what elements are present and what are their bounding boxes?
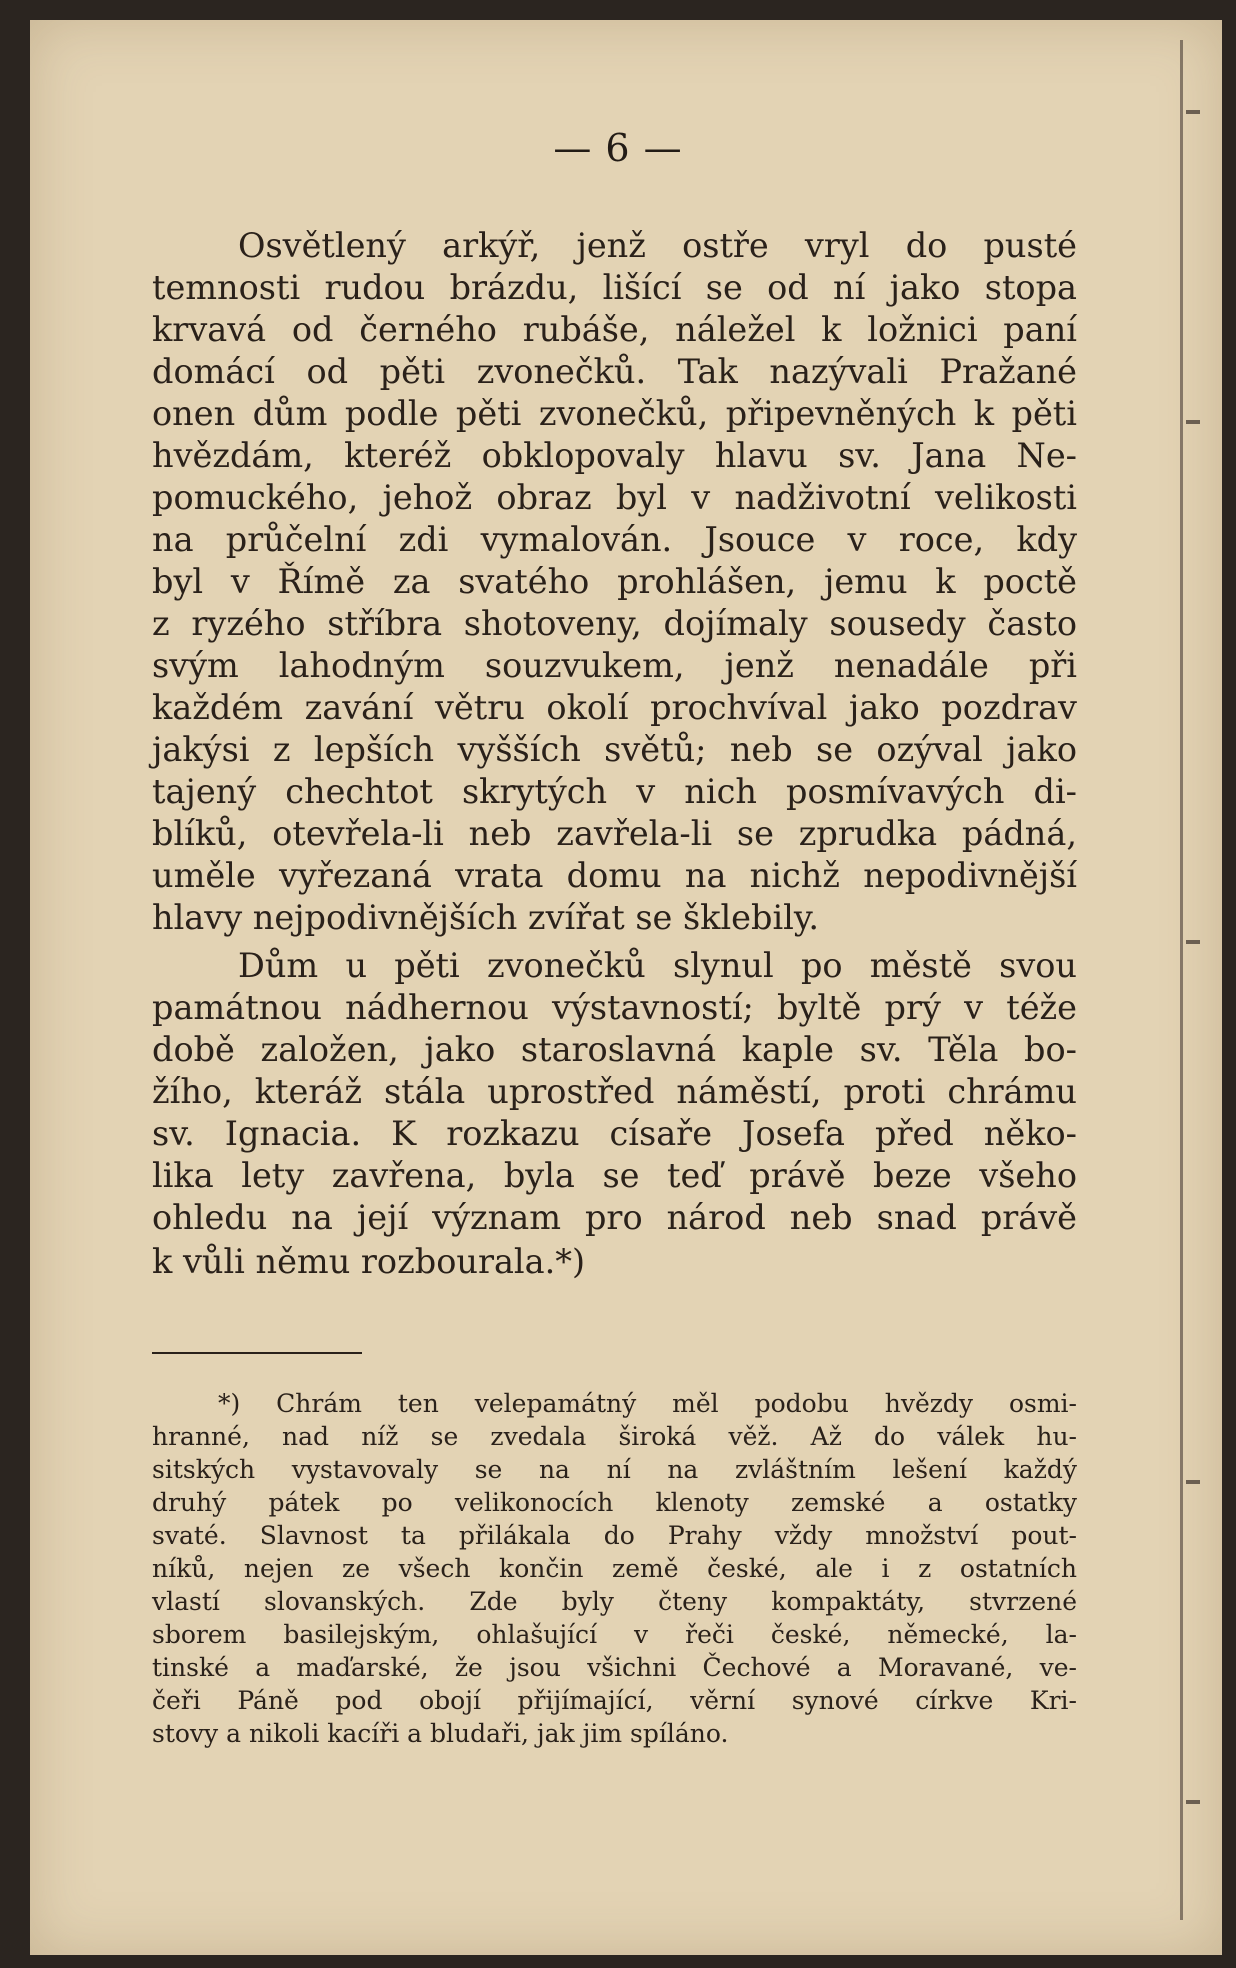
body-line: tajený chechtot skrytých v nich posmívavých di-	[152, 772, 1077, 811]
body-line: památnou nádhernou výstavností; byltě prý v téže	[152, 988, 1077, 1027]
body-line: každém zavání větru okolí prochvíval jako pozdrav	[152, 688, 1077, 727]
body-line: krvavá od černého rubáše, náležel k ložnici paní	[152, 310, 1077, 349]
body-line: na průčelní zdi vymalován. Jsouce v roce, kdy	[152, 520, 1077, 559]
footnote-line: druhý pátek po velikonocích klenoty zemské a ostatky	[152, 1488, 1077, 1517]
body-line: svým lahodným souzvukem, jenž nenadále při	[152, 646, 1077, 685]
body-line: Osvětlený arkýř, jenž ostře vryl do pusté	[238, 226, 1077, 265]
body-line: blíků, otevřela-li neb zavřela-li se zprudka pádná,	[152, 814, 1077, 853]
footnote-line: stovy a nikoli kacíři a bludaři, jak jim spíláno.	[152, 1719, 729, 1748]
body-line: onen dům podle pěti zvonečků, připevněných k pěti	[152, 394, 1077, 433]
body-line: k vůli němu rozbourala.*)	[152, 1242, 586, 1281]
footnote-line: čeři Páně pod obojí přijímající, věrní synové církve Kri-	[152, 1686, 1077, 1715]
body-line: temnosti rudou brázdu, lišící se od ní jako stopa	[152, 268, 1077, 307]
body-line: žího, kteráž stála uprostřed náměstí, proti chrámu	[152, 1072, 1077, 1111]
body-line: hlavy nejpodivnějších zvířat se šklebily.	[152, 898, 820, 937]
page-edge	[1180, 40, 1215, 1920]
body-line: době založen, jako staroslavná kaple sv. Těla bo-	[152, 1030, 1077, 1069]
body-line: sv. Ignacia. K rozkazu císaře Josefa před něko-	[152, 1114, 1077, 1153]
footnote-line: sborem basilejským, ohlašující v řeči české, německé, la-	[152, 1620, 1077, 1649]
body-line: hvězdám, kteréž obklopovaly hlavu sv. Jana Ne-	[152, 436, 1077, 475]
body-line: jakýsi z lepších vyšších světů; neb se ozýval jako	[152, 730, 1077, 769]
footnote-line: vlastí slovanských. Zde byly čteny kompaktáty, stvrzené	[152, 1587, 1077, 1616]
footnote-line: sitských vystavovaly se na ní na zvláštním lešení každý	[152, 1455, 1077, 1484]
body-line: ohledu na její význam pro národ neb snad právě	[152, 1198, 1077, 1237]
page-number: — 6 —	[553, 126, 683, 170]
footnote-rule	[152, 1352, 362, 1354]
body-line: Dům u pěti zvonečků slynul po městě svou	[238, 946, 1077, 985]
footnote-line: *) Chrám ten velepamátný měl podobu hvězdy osmi-	[218, 1389, 1077, 1418]
body-line: domácí od pěti zvonečků. Tak nazývali Pražané	[152, 352, 1077, 391]
body-line: pomuckého, jehož obraz byl v nadživotní velikosti	[152, 478, 1077, 517]
footnote-line: hranné, nad níž se zvedala široká věž. Až do válek hu-	[152, 1422, 1077, 1451]
body-line: z ryzého stříbra shotoveny, dojímaly sousedy často	[152, 604, 1077, 643]
footnote-line: svaté. Slavnost ta přilákala do Prahy vždy množství pout-	[152, 1521, 1077, 1550]
body-line: lika lety zavřena, byla se teď právě beze všeho	[152, 1156, 1077, 1195]
footnote-line: tinské a maďarské, že jsou všichni Čechové a Moravané, ve-	[152, 1653, 1077, 1682]
body-line: uměle vyřezaná vrata domu na nichž nepodivnější	[152, 856, 1077, 895]
body-line: byl v Římě za svatého prohlášen, jemu k poctě	[152, 562, 1077, 601]
footnote-line: níků, nejen ze všech končin země české, ale i z ostatních	[152, 1554, 1077, 1583]
